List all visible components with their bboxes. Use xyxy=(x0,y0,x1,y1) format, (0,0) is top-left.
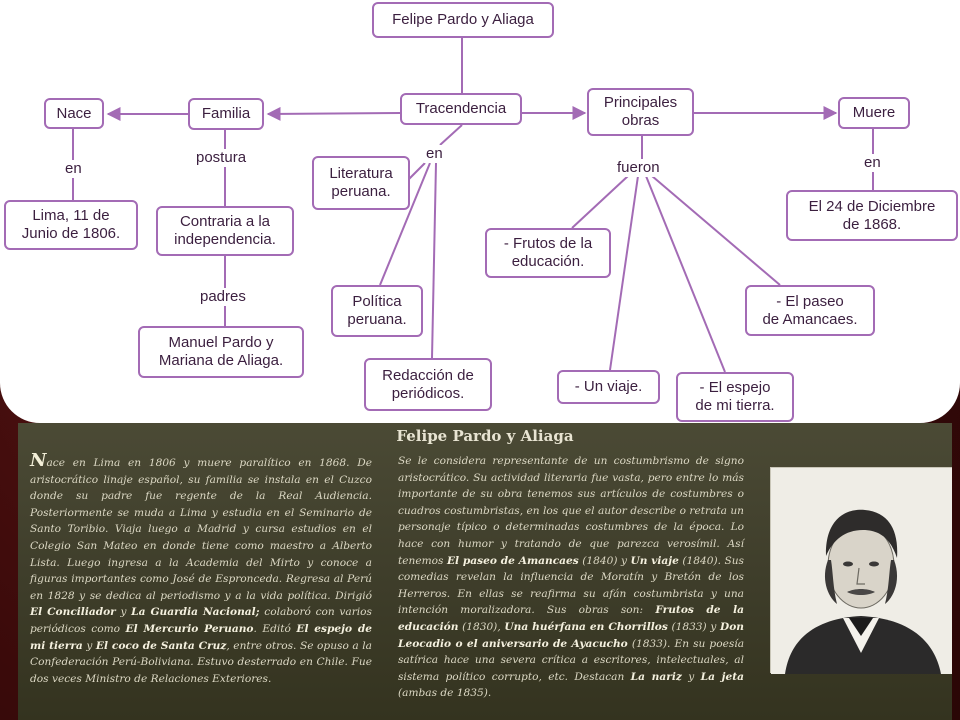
plaque-photo xyxy=(18,423,952,720)
left-segment-7: . Editó xyxy=(253,622,297,635)
left-segment-8: El espejo de mi tierra xyxy=(30,622,373,652)
left-segment-1: ace en Lima en 1806 y muere paralítico en 1868. De aristocrático linaje español, su familia se instala en el Cuzco donde su padre fue regente de la Real Audiencia. Posteriormente se muda a Lima y estudia en el Seminario de Santo Toribio. Viaja luego a Madrid y cursa estudios en el Colegio San Mateo en donde tiene como maestro a Alberto Lista. Luego ingresa a la Academia del Mirto y conoce a figuras importantes como José de Espronceda. Regresa al Perú en 1828 y se dedica al periodismo y a la vida política. Dirigió xyxy=(30,457,372,602)
node-familia: Familia xyxy=(188,98,264,130)
node-principales: Principales obras xyxy=(587,88,694,136)
portrait-icon xyxy=(771,468,952,674)
link-postura: postura xyxy=(196,149,247,166)
edge-fueron-unviaje xyxy=(610,176,638,370)
left-segment-0: N xyxy=(30,450,47,471)
left-segment-10: El coco de Santa Cruz xyxy=(95,639,227,652)
edge-fueron-paseo xyxy=(652,176,780,285)
edge-tracendencia-familia xyxy=(268,113,400,114)
node-padres-nombres: Manuel Pardo y Mariana de Aliaga. xyxy=(138,326,304,378)
right-segment-6: (1830), xyxy=(458,620,505,633)
left-segment-3: y xyxy=(115,606,132,619)
link-en-muere: en xyxy=(864,154,881,171)
portrait-engraving xyxy=(770,467,952,673)
link-en-tracendencia: en xyxy=(426,145,443,162)
right-segment-13: La jeta xyxy=(700,670,744,683)
right-segment-1: El paseo de Amancaes xyxy=(446,554,579,567)
link-fueron: fueron xyxy=(617,159,660,176)
node-redaccion: Redacción de periódicos. xyxy=(364,358,492,411)
node-literatura: Literatura peruana. xyxy=(312,156,410,210)
right-segment-14: (ambas de 1835). xyxy=(398,687,492,700)
right-segment-4: (1840). Sus comedias revelan la influencia de Moratín y Bretón de los Herreros. En ellas se reafirma su afán costumbrista y una intención moralizadora. Sus obras son: xyxy=(398,554,744,617)
edge-en-literatura xyxy=(408,163,425,180)
right-segment-7: Una huérfana en Chorrillos xyxy=(504,620,668,633)
plaque-left-column xyxy=(30,450,373,687)
right-segment-12: y xyxy=(681,670,701,683)
node-espejo: - El espejo de mi tierra. xyxy=(676,372,794,422)
left-segment-5: colaboró con varios periódicos como xyxy=(30,606,372,635)
edge-en-redaccion xyxy=(432,163,436,358)
right-segment-0: Se le considera representante de un costumbrismo de signo aristocrático. Su actividad literaria fue vasta, pero entre lo más importante de su obra tenemos sus artículos de costumbres o cuadros costumbristas, en los que el autor describe o retrata un personaje típico o determinadas costumbres de la época. Lo hace con humor y tratando de que parezca verosímil. Así tenemos xyxy=(398,455,744,567)
right-segment-3: Un viaje xyxy=(630,554,679,567)
node-un-viaje: - Un viaje. xyxy=(557,370,660,404)
right-segment-5: Frutos de la educación xyxy=(398,604,744,633)
plaque-title: Felipe Pardo y Aliaga xyxy=(396,427,574,445)
node-tracendencia: Tracendencia xyxy=(400,93,522,125)
right-segment-10: (1833). En su poesía satírica hace una severa crítica a escritores, intelectuales, al sistema político corrupto, etc. Destacan xyxy=(398,637,745,683)
link-padres: padres xyxy=(200,288,246,305)
link-en-nace: en xyxy=(65,160,82,177)
node-nace: Nace xyxy=(44,98,104,129)
left-segment-9: y xyxy=(82,639,96,652)
right-segment-11: La nariz xyxy=(630,670,682,683)
node-contraria: Contraria a la independencia. xyxy=(156,206,294,256)
edge-tracendencia-en xyxy=(440,125,462,145)
node-frutos: - Frutos de la educación. xyxy=(485,228,611,278)
node-paseo: - El paseo de Amancaes. xyxy=(745,285,875,336)
right-segment-2: (1840) y xyxy=(578,554,631,567)
node-lima: Lima, 11 de Junio de 1806. xyxy=(4,200,138,250)
node-fecha-muerte: El 24 de Diciembre de 1868. xyxy=(786,190,958,241)
right-segment-8: (1833) y xyxy=(667,620,721,633)
left-segment-11: , entre otros. Se opuso a la Confederación Perú-Boliviana. Estuvo desterrado en Chile. Fue dos veces Ministro de Relaciones Exteriores. xyxy=(30,639,372,685)
left-segment-6: El Mercurio Peruano xyxy=(125,622,254,635)
edge-fueron-frutos xyxy=(572,176,628,228)
node-politica: Política peruana. xyxy=(331,285,423,337)
right-segment-9: Don Leocadio o el aniversario de Ayacucho xyxy=(398,620,744,650)
left-segment-2: El Conciliador xyxy=(30,606,116,619)
node-root: Felipe Pardo y Aliaga xyxy=(372,2,554,38)
plaque-right-column xyxy=(398,453,744,702)
node-muere: Muere xyxy=(838,97,910,129)
left-segment-4: La Guardia Nacional; xyxy=(131,606,260,619)
